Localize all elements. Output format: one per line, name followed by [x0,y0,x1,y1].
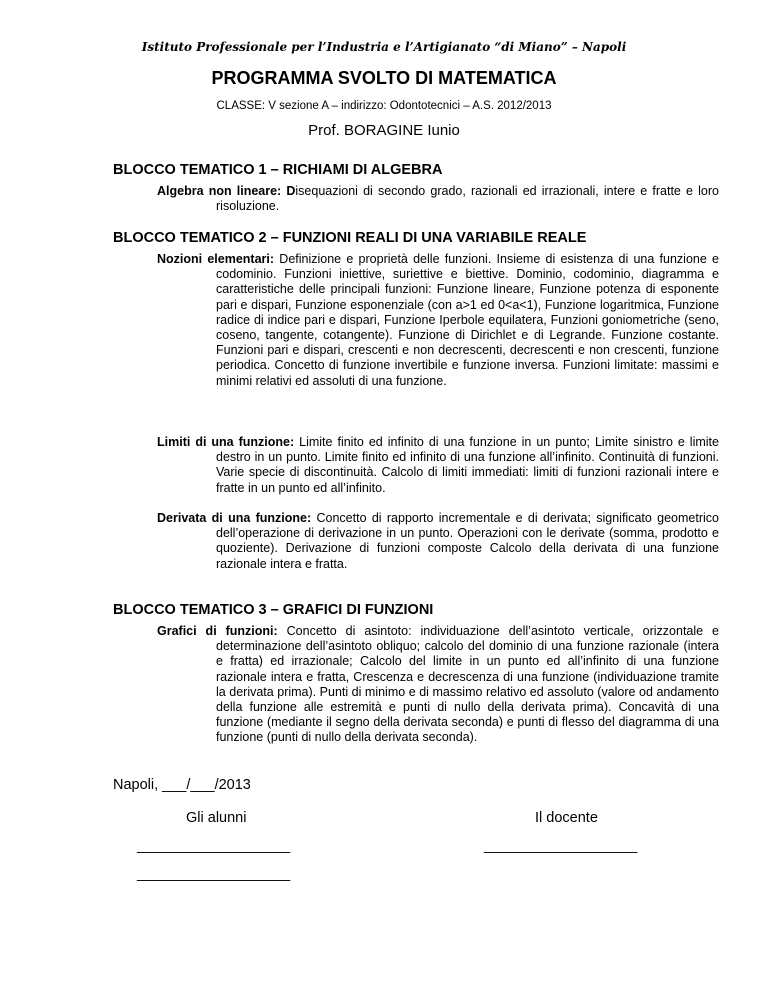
entry-heading: Nozioni elementari: [157,252,275,266]
teacher-label: Il docente [535,810,598,826]
teacher-signature-line: ___________________ [484,838,638,854]
entry-heading: Limiti di una funzione: [157,435,295,449]
students-signature-line-1: ___________________ [137,838,291,854]
entry-text: Concetto di asintoto: individuazione dell’asintoto verticale, orizzontale e determinazione dell’asintoto obliquo; calcolo del dominio di una funzione razionale (intera e fratta) ed irrazionale; Calcolo del limite in un punto ed all’infinito di una funzione razionale intera e fratta, Crescenza e decrescenza di una funzione (individuazione tramite la derivata prima). Punti di minimo e di massimo relativo ed assoluto (valore od andamento della funzione alle estremità e punti di nullo della derivata prima). Concavità di una funzione (mediante il segno della derivata seconda) e punti di flesso del diagramma di una funzione (punti di nullo della derivata seconda). [216,624,720,745]
page-title: PROGRAMMA SVOLTO DI MATEMATICA [211,68,557,88]
block-2-title: BLOCCO TEMATICO 2 – FUNZIONI REALI DI UNA VARIABILE REALE [113,230,587,246]
entry-text: isequazioni di secondo grado, razionali ed irrazionali, intere e fratte e loro risoluzione. [216,184,719,214]
block-3-title: BLOCCO TEMATICO 3 – GRAFICI DI FUNZIONI [113,602,434,618]
entry-text: Concetto di rapporto incrementale e di derivata; significato geometrico dell’operazione di derivazione in un punto. Operazioni con le derivate (somma, prodotto e quoziente). Derivazione di funzioni composte Calcolo della derivata di una funzione razionale intera e fratta. [216,511,719,571]
entry-heading: Algebra non lineare: D [157,184,296,198]
teacher-name: Prof. BORAGINE Iunio [308,122,460,139]
entry-heading: Derivata di una funzione: [157,511,312,525]
entry-heading: Grafici di funzioni: [157,624,278,638]
block-2-entry-3 [157,511,719,572]
block-1-title: BLOCCO TEMATICO 1 – RICHIAMI DI ALGEBRA [113,162,443,178]
block-2-entry-2 [157,435,719,496]
place-date: Napoli, ___/___/2013 [113,777,251,793]
block-3-entry-1 [157,624,719,746]
students-label: Gli alunni [186,810,247,826]
entry-text: Definizione e proprietà delle funzioni. Insieme di esistenza di una funzione e codominio. Funzioni iniettive, suriettive e biettive. Dominio, codominio, diagramma e caratteristiche delle principali funzioni: Funzione lineare, Funzione potenza di esponente pari e dispari, Funzione esponenziale (con a>1 ed 0<a<1), Funzione logaritmica, Funzione radice di indice pari e dispari, Funzione Iperbole equilatera, Funzioni goniometriche (seno, coseno, tangente, cotangente). Funzione di Dirichlet e di Legrande. Funzione costante. Funzioni pari e dispari, crescenti e non decrescenti, decrescenti e non crescenti, funzione periodica. Concetto di funzione invertibile e funzione inversa. Funzioni limitate: massimi e minimi relativi ed assoluti di una funzione. [216,252,719,388]
school-name: Istituto Professionale per l’Industria e l’Artigianato “di Miano” – Napoli [141,40,627,54]
block-2-entry-1 [157,252,719,389]
students-signature-line-2: ___________________ [137,866,291,882]
entry-text: Limite finito ed infinito di una funzione in un punto; Limite sinistro e limite destro in un punto. Limite finito ed infinito di una funzione all’infinito. Continuità di funzioni. Varie specie di discontinuità. Calcolo di limiti immediati: limiti di funzioni razionali intere e fratte in un punto ed all’infinito. [216,435,719,495]
class-info: CLASSE: V sezione A – indirizzo: Odontotecnici – A.S. 2012/2013 [216,100,552,112]
block-1-entry-1 [157,184,719,214]
